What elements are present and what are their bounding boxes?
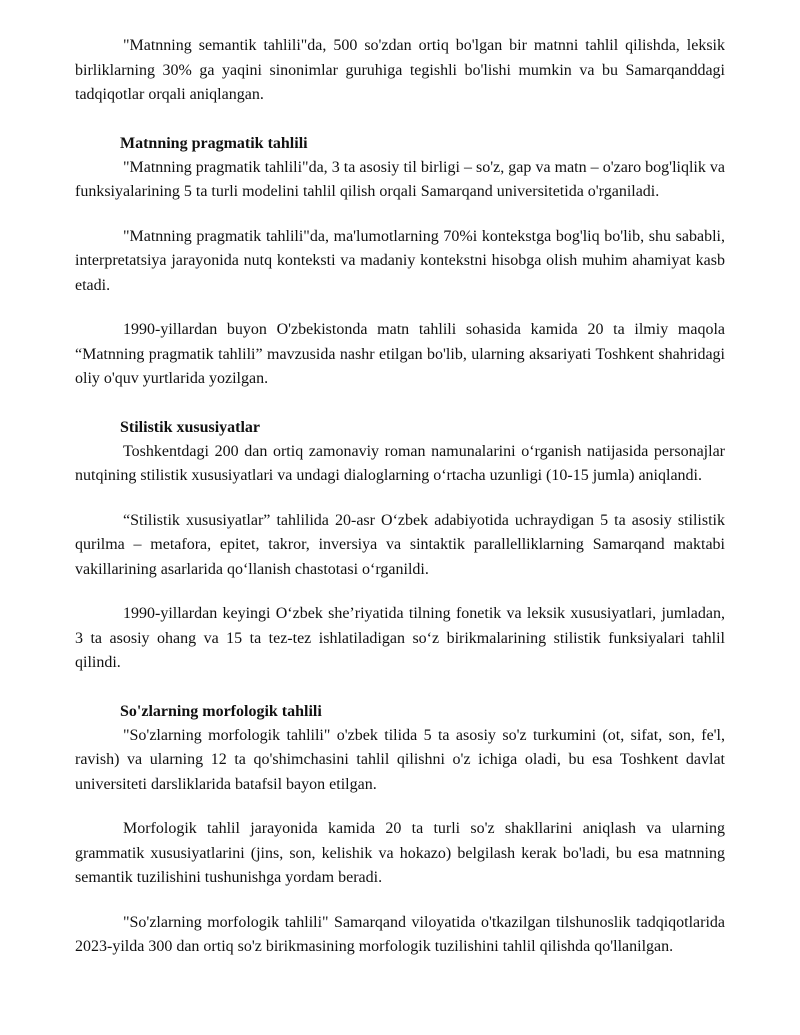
paragraph-pragmatic-context: "Matnning pragmatik tahlili"da, ma'lumotlarning 70%i kontekstga bog'liq bo'lib, shu sababli, interpretatsiya jarayonida nutq konteksti va madaniy kontekstni hisobga olish muhim ahamiyat kasb etadi. (75, 227, 725, 294)
paragraph-pragmatic-models: "Matnning pragmatik tahlili"da, 3 ta asosiy til birligi – so'z, gap va matn – o'zaro bog'liqlik va funksiyalarining 5 ta turli modelini tahlil qilish orqali Samarqand universitetida o'rganiladi. (75, 158, 725, 200)
document-page (75, 34, 725, 960)
heading-morphological-analysis: So'zlarning morfologik tahlili (120, 702, 322, 720)
paragraph-morphological-word-forms: Morfologik tahlil jarayonida kamida 20 ta turli so'z shakllarini aniqlash va ularning grammatik xususiyatlarini (jins, son, kelishik va hokazo) belgilash kerak bo'ladi, bu esa matnning semantik tuzilishini tushunishga yordam beradi. (75, 820, 725, 886)
paragraph-semantic-analysis: "Matnning semantik tahlili"da, 500 so'zdan ortiq bo'lgan bir matnni tahlil qilishda, leksik birliklarning 30% ga yaqini sinonimlar guruhiga tegishli bo'lishi mumkin va bu Samarqanddagi tadqiqotlar orqali aniqlangan. (75, 37, 725, 103)
heading-pragmatic-analysis: Matnning pragmatik tahlili (120, 134, 308, 152)
paragraph-morphological-parts-of-speech: "So'zlarning morfologik tahlili" o'zbek tilida 5 ta asosiy so'z turkumini (ot, sifat, son, fe'l, ravish) va ularning 12 ta qo'shimchasini tahlil qilishni o'z ichiga oladi, bu esa Toshkent davlat universiteti darsliklarida batafsil bayon etilgan. (75, 726, 725, 793)
paragraph-stylistic-poetry: 1990-yillardan keyingi Oʻzbek sheʼriyatida tilning fonetik va leksik xususiyatlari, jumladan, 3 ta asosiy ohang va 15 ta tez-tez ishlatiladigan soʻz birikmalarining stilistik funksiyalari tahlil qilindi. (75, 605, 725, 671)
paragraph-stylistic-novels: Toshkentdagi 200 dan ortiq zamonaviy roman namunalarini oʻrganish natijasida personajlar nutqining stilistik xususiyatlari va undagi dialoglarning oʻrtacha uzunligi (10-15 jumla) aniqlandi. (75, 442, 725, 484)
paragraph-pragmatic-articles: 1990-yillardan buyon O'zbekistonda matn tahlili sohasida kamida 20 ta ilmiy maqola “Matnning pragmatik tahlili” mavzusida nashr etilgan bo'lib, ularning aksariyati Toshkent shahridagi oliy o'quv yurtlarida yozilgan. (75, 321, 725, 387)
heading-stylistic-features: Stilistik xususiyatlar (120, 418, 261, 436)
paragraph-morphological-research: "So'zlarning morfologik tahlili" Samarqand viloyatida o'tkazilgan tilshunoslik tadqiqotlarida 2023-yilda 300 dan ortiq so'z birikmasining morfologik tuzilishini tahlil qilishda qo'llanilgan. (75, 913, 725, 955)
paragraph-stylistic-devices: “Stilistik xususiyatlar” tahlilida 20-asr Oʻzbek adabiyotida uchraydigan 5 ta asosiy stilistik qurilma – metafora, epitet, takror, inversiya va sintaktik parallelliklarning Samarqand maktabi vakillarining asarlarida qoʻllanish chastotasi oʻrganildi. (75, 511, 725, 578)
